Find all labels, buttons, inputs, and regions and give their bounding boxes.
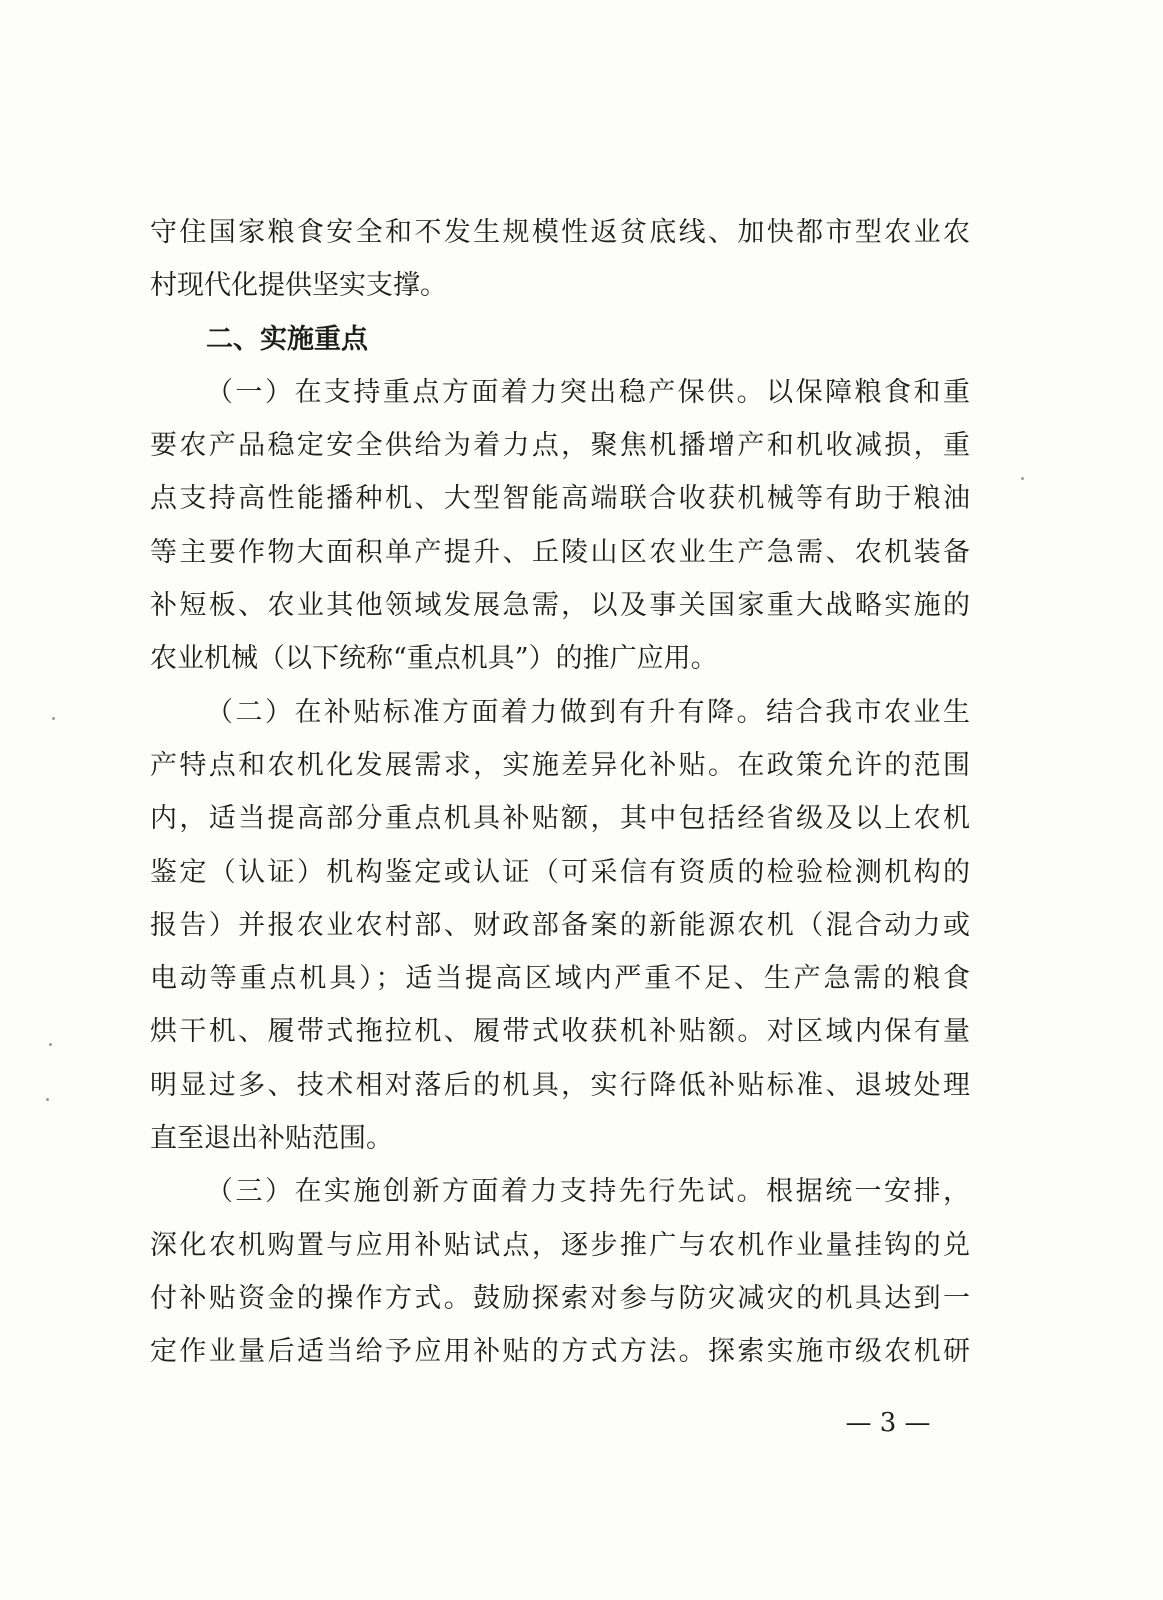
scan-speck	[1021, 477, 1024, 480]
text-line: 要农产品稳定安全供给为着力点，聚焦机播增产和机收减损，重	[150, 430, 970, 462]
scan-speck	[46, 1098, 49, 1101]
body-text	[150, 206, 970, 1379]
text-line: 定作业量后适当给予应用补贴的方式方法。探索实施市级农机研	[150, 1336, 970, 1368]
text-line: 守住国家粮食安全和不发生规模性返贫底线、加快都市型农业农	[150, 217, 970, 248]
text-line: 报告）并报农业农村部、财政部备案的新能源农机（混合动力或	[150, 909, 970, 941]
scan-speck	[52, 717, 55, 720]
text-line: 农业机械（以下统称“重点机具”）的推广应用。	[150, 643, 718, 675]
text-line: 烘干机、履带式拖拉机、履带式收获机补贴额。对区域内保有量	[150, 1016, 970, 1048]
text-line: 补短板、农业其他领域发展急需，以及事关国家重大战略实施的	[150, 590, 970, 622]
paragraph-first-line: （三）在实施创新方面着力支持先行先试。根据统一安排，	[206, 1176, 970, 1208]
text-line: 直至退出补贴范围。	[150, 1123, 393, 1155]
section-heading: 二、实施重点	[206, 323, 368, 355]
paragraph-first-line: （二）在补贴标准方面着力做到有升有降。结合我市农业生	[206, 696, 970, 728]
text-line: 鉴定（认证）机构鉴定或认证（可采信有资质的检验检测机构的	[150, 856, 970, 888]
text-line: 等主要作物大面积单产提升、丘陵山区农业生产急需、农机装备	[150, 536, 970, 568]
page-number: — 3 —	[845, 1408, 931, 1438]
text-line: 明显过多、技术相对落后的机具，实行降低补贴标准、退坡处理	[150, 1069, 970, 1101]
scan-speck	[49, 1043, 52, 1046]
text-line: 深化农机购置与应用补贴试点，逐步推广与农机作业量挂钩的兑	[150, 1229, 970, 1261]
paragraph-first-line: （一）在支持重点方面着力突出稳产保供。以保障粮食和重	[206, 376, 970, 408]
text-line: 点支持高性能播种机、大型智能高端联合收获机械等有助于粮油	[150, 483, 970, 515]
text-line: 电动等重点机具）；适当提高区域内严重不足、生产急需的粮食	[150, 963, 970, 995]
text-line: 付补贴资金的操作方式。鼓励探索对参与防灾减灾的机具达到一	[150, 1282, 970, 1314]
text-line: 村现代化提供坚实支撑。	[150, 270, 447, 302]
text-line: 内，适当提高部分重点机具补贴额，其中包括经省级及以上农机	[150, 803, 970, 835]
text-line: 产特点和农机化发展需求，实施差异化补贴。在政策允许的范围	[150, 749, 970, 781]
